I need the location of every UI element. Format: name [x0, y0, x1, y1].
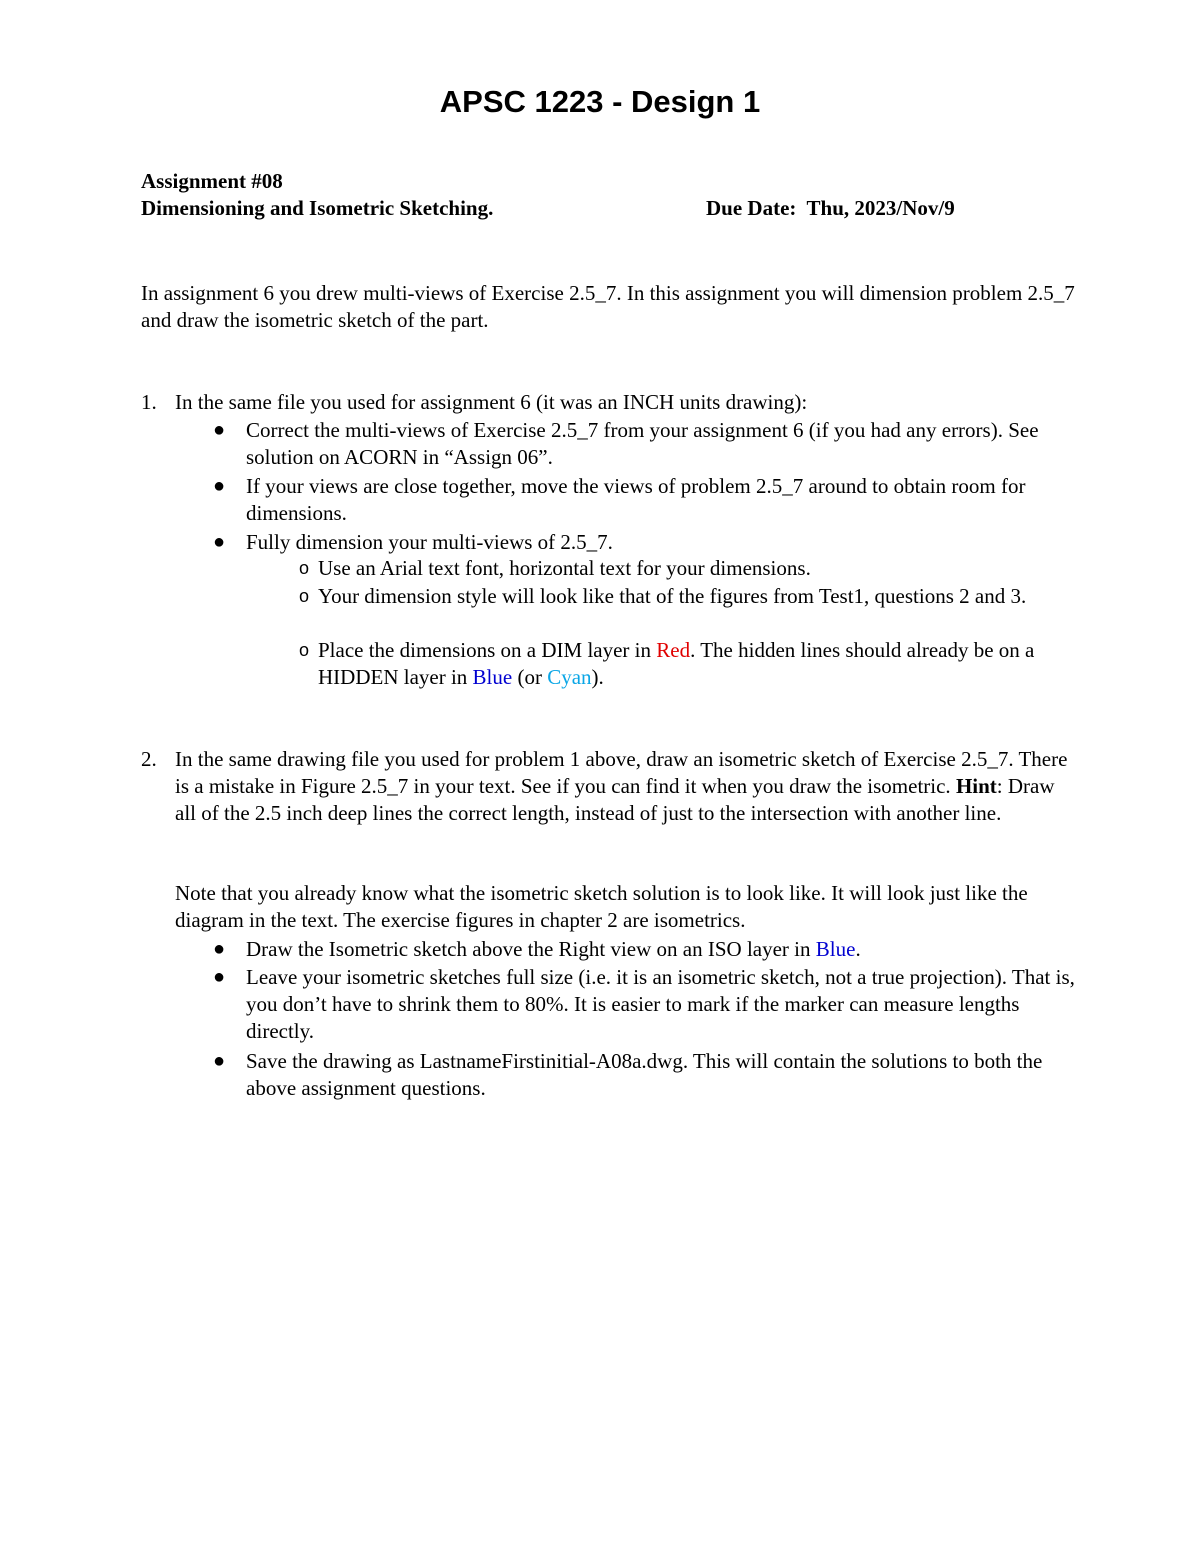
assignment-subtitle: Dimensioning and Isometric Sketching.	[141, 196, 494, 220]
intro-paragraph: In assignment 6 you drew multi-views of Exercise 2.5_7. In this assignment you will dimension problem 2.5_7 and draw the isometric sketch of the part.	[141, 281, 1075, 332]
q2-text-b: : Draw all of the 2.5 inch deep lines the correct length, instead of just to the intersection with another line.	[175, 774, 1055, 825]
due-date-value: Thu, 2023/Nov/9	[806, 196, 955, 220]
sub-bullet-icon: o	[299, 640, 310, 660]
due-date-label: Due Date:	[706, 196, 797, 220]
assignment-number: Assignment #08	[141, 169, 283, 193]
q1-sub-bullet-2: Your dimension style will look like that of the figures from Test1, questions 2 and 3.	[318, 584, 1027, 608]
bullet-icon: ●	[213, 475, 226, 497]
question-2-number: 2.	[141, 747, 157, 771]
q1-bullet-2: If your views are close together, move the views of problem 2.5_7 around to obtain room for dimensions.	[246, 474, 1026, 525]
due-date	[706, 196, 955, 221]
question-1-text: In the same file you used for assignment 6 (it was an INCH units drawing):	[175, 390, 808, 414]
question-2-note: Note that you already know what the isometric sketch solution is to look like. It will look just like the diagram in the text. The exercise figures in chapter 2 are isometrics.	[175, 881, 1028, 932]
q2-bullet-2: Leave your isometric sketches full size (i.e. it is an isometric sketch, not a true projection). That is, you don’t have to shrink them to 80%. It is easier to mark if the marker can measure lengths directly.	[246, 965, 1075, 1043]
bullet-icon: ●	[213, 419, 226, 441]
question-2-text	[175, 746, 1075, 827]
sub-bullet-icon: o	[299, 586, 310, 606]
blue-word: Blue	[815, 937, 856, 961]
q1-bullet-1: Correct the multi-views of Exercise 2.5_7 from your assignment 6 (if you had any errors). See solution on ACORN in “Assign 06”.	[246, 418, 1039, 469]
bullet-icon: ●	[213, 938, 226, 960]
q2-b1-text: Draw the Isometric sketch above the Right view on an ISO layer in	[246, 937, 816, 961]
hint-label: Hint	[955, 774, 997, 798]
q2-bullet-1	[246, 936, 1076, 963]
q1-sub-bullet-3	[318, 637, 1078, 691]
q2-text-a: In the same drawing file you used for problem 1 above, draw an isometric sketch of Exercise 2.5_7. There is a mistake in Figure 2.5_7 in your text. See if you can find it when you draw the isometric.	[175, 747, 1068, 798]
question-1-number: 1.	[141, 390, 157, 414]
q2-bullet-3: Save the drawing as LastnameFirstinitial-A08a.dwg. This will contain the solutions to both the above assignment questions.	[246, 1049, 1043, 1100]
sub3-text-c: (or	[512, 665, 548, 689]
sub3-text-a: Place the dimensions on a DIM layer in	[318, 638, 657, 662]
q2-b1-period: .	[855, 937, 861, 961]
q1-sub-bullet-1: Use an Arial text font, horizontal text for your dimensions.	[318, 556, 811, 580]
document-title: APSC 1223 - Design 1	[439, 84, 761, 119]
sub-bullet-icon: o	[299, 558, 310, 578]
red-word: Red	[656, 638, 691, 662]
bullet-icon: ●	[213, 966, 226, 988]
bullet-icon: ●	[213, 1050, 226, 1072]
sub3-text-b: . The hidden lines should already be on a HIDDEN layer in	[318, 638, 1035, 689]
sub3-text-d: ).	[591, 665, 604, 689]
q1-bullet-3: Fully dimension your multi-views of 2.5_7.	[246, 530, 613, 554]
blue-word: Blue	[472, 665, 513, 689]
cyan-word: Cyan	[547, 665, 592, 689]
bullet-icon: ●	[213, 531, 226, 553]
